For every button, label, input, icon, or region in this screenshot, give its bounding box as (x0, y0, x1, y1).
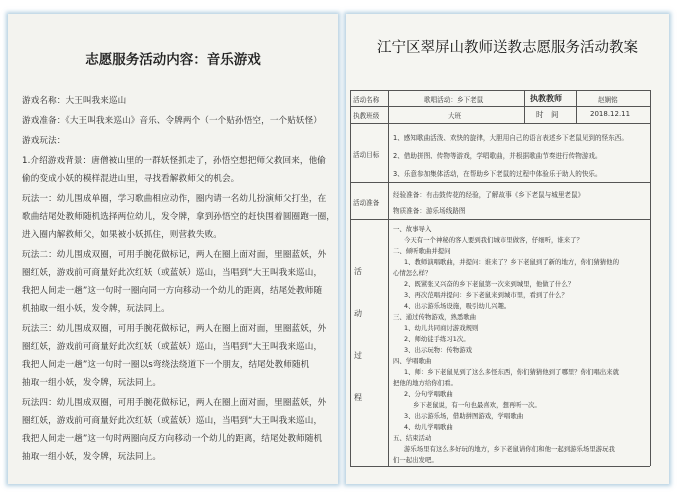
activity-name-value: 歌唱活动：乡下老鼠 (424, 96, 484, 104)
process-line: 3、再次范唱并提问：乡下老鼠来到城市里，看到了什么？ (404, 291, 568, 299)
left-line: 我把人间走一趟”这一句时一圈向同一方向移动一个幼儿的距离，结尾处教师随 (22, 286, 323, 296)
table-rule (524, 90, 525, 123)
left-line: 圈红妖，游戏前可商量好此次红妖（或蓝妖）巡山，当唱到“大王叫我来巡山， (22, 342, 323, 352)
goals-label: 活动目标 (353, 151, 380, 159)
left-line: 歌曲结尾处教师随机选择两位幼儿，发令牌，拿到孙悟空的赶快围着圆圈跑一圈， (22, 212, 335, 222)
left-line: 玩法三：幼儿围成双圈，可用手腕花做标记，两人在圈上面对面，里圈蓝妖，外 (22, 324, 327, 334)
process-line: 2、师幼徒手练习1次。 (404, 335, 470, 343)
left-line: 我把人间走一趟”这一句时一圈以s弯绕法绕道下一个朋友，结尾处教师随机 (22, 360, 310, 370)
goal-item: 3、乐意参加集体活动，在帮助乡下老鼠的过程中体验乐于助人的快乐。 (393, 170, 602, 178)
process-line: 四、学唱歌曲 (393, 357, 432, 365)
lesson-plan-title: 江宁区翠屏山教师送教志愿服务活动教案 (377, 40, 638, 56)
process-label-char: 活 (354, 267, 362, 276)
left-line: 抽取一组小妖，发令牌，玩法同上。 (22, 378, 162, 388)
process-line: 二、倾听歌曲并提问 (393, 247, 451, 255)
process-line: 三、通过传物游戏，熟悉歌曲 (393, 313, 477, 321)
class-value: 大班 (448, 112, 462, 120)
teacher-label: 执教教师 (530, 94, 562, 103)
process-line: 五、结束活动 (393, 434, 432, 442)
process-line: 3、出示游乐场，借助拼图游戏，学唱歌曲 (404, 412, 524, 420)
process-line: 心情怎么样？ (393, 269, 432, 277)
table-rule (388, 90, 389, 466)
process-line: 们一起出发吧。 (393, 456, 438, 464)
process-line: 4、幼儿学唱歌曲 (404, 423, 453, 431)
prep-item: 经验准备：有击鼓传花的经验，了解故事《乡下老鼠与城里老鼠》 (393, 191, 585, 199)
left-line: 抽取一组小妖，发令牌，玩法同上。 (22, 452, 162, 462)
process-line: 1、幼儿共同商讨游戏规则 (404, 324, 479, 332)
date-value: 2018.12.11 (590, 110, 631, 118)
left-line: 玩法四：幼儿围成双圈，可用手腕花做标记，两人在圈上面对面，里圈蓝妖，外 (22, 398, 327, 408)
date-label: 时 间 (536, 110, 559, 119)
left-line: 游戏玩法： (22, 136, 66, 146)
process-label-char: 过 (354, 351, 362, 360)
process-line: 3、出示玩物：传物游戏 (404, 346, 472, 354)
left-line: 圈红妖，游戏前可商量好此次红妖（或蓝妖）巡山，当唱到“大王叫我来巡山， (22, 416, 323, 426)
process-line: 4、出示游乐场设施，吸引幼儿兴趣。 (404, 302, 511, 310)
left-line: 机抽取一组小妖，发令牌，玩法同上。 (22, 304, 170, 314)
table-rule (350, 90, 351, 466)
table-rule (350, 123, 650, 124)
left-photo-music-game-sheet (8, 14, 338, 484)
left-line: 1.介绍游戏背景：唐僧被山里的一群妖怪抓走了，孙悟空想把师父救回来，他偷 (22, 156, 326, 166)
process-line: 一、故事导入 (393, 225, 432, 233)
process-line: 把他的地方给你们看。 (393, 379, 457, 387)
left-line: 玩法二：幼儿围成双圈，可用手腕花做标记，两人在圈上面对面，里圈蓝妖，外 (22, 250, 327, 260)
left-line: 玩法一：幼儿围成单圈，学习歌曲相应动作，圈内请一名幼儿扮演师父打坐，在 (22, 194, 327, 204)
class-label: 执教班级 (353, 112, 380, 120)
process-line: 今天有一个神秘的客人要到我们城市里做客，仔细听，谁来了？ (404, 236, 583, 244)
prep-label: 活动准备 (353, 199, 380, 207)
process-label-char: 动 (354, 309, 362, 318)
left-line: 圈红妖，游戏前可商量好此次红妖（或蓝妖）巡山，当唱到“大王叫我来巡山， (22, 268, 323, 278)
table-rule (576, 90, 577, 123)
process-line: 1、教师演唱歌曲，并提问：谁来了？乡下老鼠到了新的地方，你们猜猜他的 (404, 258, 619, 266)
left-sheet-title: 志愿服务活动内容：音乐游戏 (85, 52, 261, 68)
process-line: 2、既紧张又兴奋的乡下老鼠第一次来到城里，他做了什么？ (404, 280, 575, 288)
left-line: 游戏准备：《大王叫我来巡山》音乐、令牌两个（一个贴孙悟空，一个贴妖怪） (22, 116, 322, 126)
left-line: 我把人间走一趟”这一句时两圈向反方向移动一个幼儿的距离，结尾处教师随机 (22, 434, 323, 444)
prep-item: 物质准备：游乐场线路图 (393, 207, 466, 215)
process-line: 乡下老鼠说，有一句也最喜欢，想再听一次。 (413, 401, 541, 409)
process-line: 1、师：乡下老鼠见到了这么多怪东西，你们猜猜他到了哪里？你们唱出来就 (404, 368, 619, 376)
goal-item: 2、借助拼图、传物等游戏，学唱歌曲，并根据歌曲节奏进行传物游戏。 (393, 152, 602, 160)
right-photo-lesson-plan (346, 14, 669, 484)
table-rule (350, 219, 650, 220)
left-line: 进入圈内解救师父，如果被小妖抓住，则营救失败。 (22, 230, 222, 240)
activity-name-label: 活动名称 (353, 96, 380, 104)
table-rule (350, 106, 650, 107)
left-line: 游戏名称：大王叫我来巡山 (22, 96, 127, 106)
left-line: 偷的变成小妖的模样混进山里，寻找看解救师父的机会。 (22, 174, 240, 184)
process-line: 2、分句学唱歌曲 (404, 390, 453, 398)
goal-item: 1、感知歌曲活泼、欢快的旋律，大胆用自己的语言表述乡下老鼠见到的怪东西。 (393, 134, 628, 142)
process-line: 游乐场里有这么多好玩的地方，乡下老鼠请你们和他一起到游乐场里游玩我 (404, 445, 615, 453)
table-rule (350, 90, 650, 91)
table-rule (650, 90, 651, 466)
process-label-char: 程 (354, 393, 362, 402)
table-rule (350, 466, 650, 467)
teacher-value: 赵娴铭 (598, 96, 618, 104)
table-rule (350, 182, 650, 183)
